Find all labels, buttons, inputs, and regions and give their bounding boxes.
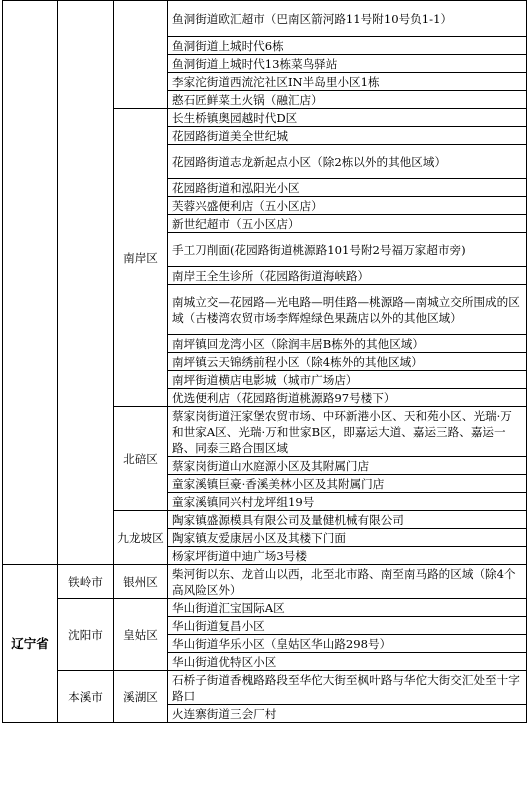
table-row <box>3 1 527 37</box>
area-cell: 杨家坪街道中迪广场3号楼 <box>168 547 527 565</box>
area-cell: 柴河街以东、龙首山以西，北至北市路、南至南马路的区域（除4个高风险区外） <box>168 565 527 599</box>
area-cell: 鱼洞街道欧汇超市（巴南区箭河路11号附10号负1-1） <box>168 1 527 37</box>
area-cell: 童家溪镇巨豪·香溪美林小区及其附属门店 <box>168 475 527 493</box>
area-cell: 火连寨街道三会厂村 <box>168 705 527 723</box>
area-cell: 长生桥镇奥园越时代D区 <box>168 109 527 127</box>
area-cell: 华山街道优特区小区 <box>168 653 527 671</box>
area-cell: 南坪镇云天锦绣前程小区（除4栋外的其他区域） <box>168 353 527 371</box>
area-cell: 陶家镇友爱康居小区及其楼下门面 <box>168 529 527 547</box>
area-cell: 李家沱街道西流沱社区IN半岛里小区1栋 <box>168 73 527 91</box>
city-cell: 铁岭市 <box>58 565 114 599</box>
area-cell: 华山街道华乐小区（皇姑区华山路298号） <box>168 635 527 653</box>
table-body <box>3 1 527 723</box>
area-cell: 憨石匠鲜菜土火锅（融汇店） <box>168 91 527 109</box>
province-cell <box>3 1 58 565</box>
risk-area-table <box>2 0 527 723</box>
district-cell: 银州区 <box>114 565 168 599</box>
area-cell: 南城立交—花园路—光电路—明佳路—桃源路—南城立交所围成的区域（古楼湾农贸市场李辉煌绿色果蔬店以外的其他区域） <box>168 285 527 335</box>
area-cell: 鱼洞街道上城时代6栋 <box>168 37 527 55</box>
table-row <box>3 599 527 617</box>
district-cell: 九龙坡区 <box>114 511 168 565</box>
area-cell: 华山街道复昌小区 <box>168 617 527 635</box>
area-cell: 华山街道汇宝国际A区 <box>168 599 527 617</box>
area-cell: 南岸王全生诊所（花园路街道海峡路） <box>168 267 527 285</box>
area-cell: 蔡家岗街道汪家堡农贸市场、中环新港小区、天和苑小区、光瑞·万和世家A区、光瑞·万和世家B区，即嘉运大道、嘉运三路、嘉运一路、同泰三路合围区域 <box>168 407 527 457</box>
district-cell: 北碚区 <box>114 407 168 511</box>
area-cell: 新世纪超市（五小区店） <box>168 215 527 233</box>
province-cell: 辽宁省 <box>3 565 58 723</box>
district-cell: 皇姑区 <box>114 599 168 671</box>
city-cell: 本溪市 <box>58 671 114 723</box>
area-cell: 优选便利店（花园路街道桃源路97号楼下） <box>168 389 527 407</box>
area-cell: 手工刀削面(花园路街道桃源路101号附2号福万家超市旁) <box>168 233 527 267</box>
area-cell: 南坪街道横店电影城（城市广场店） <box>168 371 527 389</box>
area-cell: 花园路街道和泓阳光小区 <box>168 179 527 197</box>
table-row <box>3 565 527 599</box>
district-cell: 溪湖区 <box>114 671 168 723</box>
area-cell: 鱼洞街道上城时代13栋菜鸟驿站 <box>168 55 527 73</box>
area-cell: 芙蓉兴盛便利店（五小区店） <box>168 197 527 215</box>
area-cell: 陶家镇盛源模具有限公司及量健机械有限公司 <box>168 511 527 529</box>
area-cell: 花园路街道美全世纪城 <box>168 127 527 145</box>
area-cell: 花园路街道志龙新起点小区（除2栋以外的其他区域） <box>168 145 527 179</box>
area-cell: 童家溪镇同兴村龙坪组19号 <box>168 493 527 511</box>
table-row <box>3 671 527 705</box>
area-cell: 石桥子街道香槐路路段至华佗大街至枫叶路与华佗大街交汇处至十字路口 <box>168 671 527 705</box>
area-cell: 蔡家岗街道山水庭源小区及其附属门店 <box>168 457 527 475</box>
district-cell <box>114 1 168 109</box>
district-cell: 南岸区 <box>114 109 168 407</box>
city-cell: 沈阳市 <box>58 599 114 671</box>
city-cell <box>58 1 114 565</box>
area-cell: 南坪镇回龙湾小区（除润丰居B栋外的其他区域） <box>168 335 527 353</box>
